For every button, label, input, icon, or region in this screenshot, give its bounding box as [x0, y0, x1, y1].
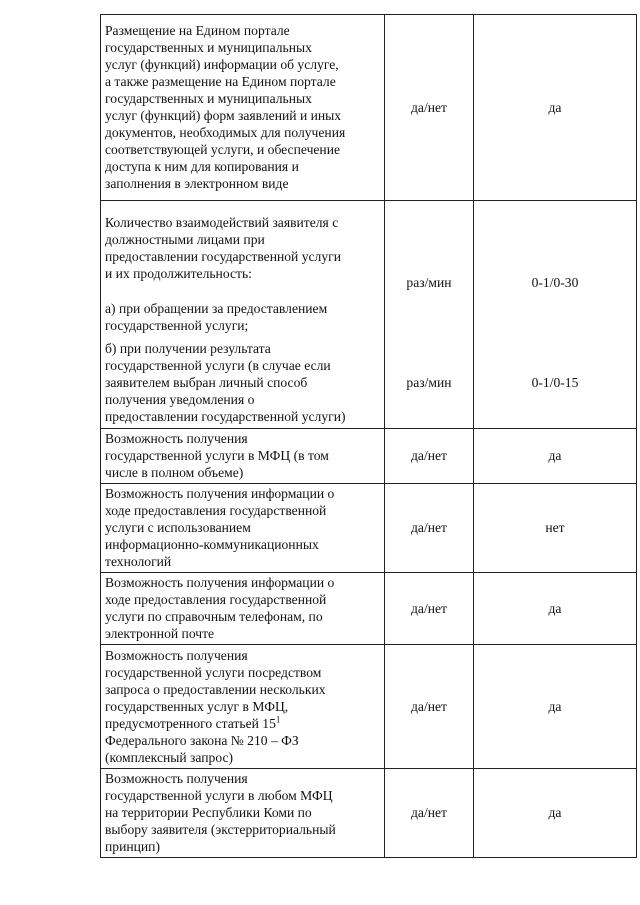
criterion-cell — [101, 15, 385, 201]
table-row — [101, 484, 637, 573]
table-row — [101, 201, 637, 297]
criterion-text: а) при обращении за предоставлением государственной услуги; — [105, 301, 328, 333]
criterion-cell — [101, 429, 385, 484]
footnote-superscript: 1 — [275, 713, 281, 724]
criterion-text: Количество взаимодействий заявителя с должностными лицами при предоставлении государственной услуги и их продолжительность: — [105, 215, 341, 282]
criterion-cell — [101, 484, 385, 573]
indicators-table — [100, 14, 637, 858]
unit-cell — [385, 201, 474, 297]
criterion-cell — [101, 645, 385, 769]
value-cell — [474, 484, 637, 573]
unit-text: да/нет — [411, 805, 447, 820]
table-row — [101, 297, 637, 339]
table-row — [101, 339, 637, 429]
criterion-text — [105, 647, 380, 766]
criterion-cell — [101, 297, 385, 339]
table-row — [101, 15, 637, 201]
unit-cell — [385, 297, 474, 339]
unit-text: да/нет — [411, 698, 447, 714]
unit-cell — [385, 15, 474, 201]
value-cell — [474, 15, 637, 201]
unit-cell — [385, 429, 474, 484]
value-cell — [474, 429, 637, 484]
table-row — [101, 573, 637, 645]
unit-cell — [385, 769, 474, 858]
criterion-cell — [101, 573, 385, 645]
value-cell — [474, 645, 637, 769]
unit-text: раз/мин — [406, 375, 452, 391]
criterion-text-part: Федерального закона № 210 – ФЗ (комплексный запрос) — [105, 732, 299, 765]
criterion-text: Возможность получения информации о ходе предоставления государственной услуги по справочным телефонам, по электронной почте — [105, 575, 335, 641]
criterion-text: Размещение на Едином портале государственных и муниципальных услуг (функций) информации об услуге, а также размещение на Едином портале государственных и муниципальных услуг (функций) форм заявлений и иных документов, необходимых для получения соответствующей услуги, и обеспечение доступа к ним для копирования и заполнения в электронном виде — [105, 23, 346, 191]
value-cell — [474, 769, 637, 858]
table-row — [101, 429, 637, 484]
value-cell — [474, 201, 637, 297]
unit-text: да/нет — [411, 600, 447, 616]
value-cell — [474, 297, 637, 339]
unit-text: да/нет — [411, 448, 447, 463]
value-text: 0-1/0-15 — [531, 375, 579, 391]
criterion-cell — [101, 339, 385, 429]
value-text: да — [548, 448, 562, 463]
criterion-text: Возможность получения информации о ходе предоставления государственной услуги с использованием информационно-коммуникационных технологий — [105, 486, 335, 569]
unit-cell — [385, 339, 474, 429]
value-text: да — [548, 805, 562, 820]
unit-text: да/нет — [411, 520, 447, 535]
criterion-text-part: Возможность получения государственной услуги посредством запроса о предоставлении нескольких государственных услуг в МФЦ, предусмотренного статьей 15 — [105, 647, 326, 731]
value-text: да — [548, 99, 562, 115]
table-row — [101, 645, 637, 769]
value-text: да — [548, 600, 562, 616]
unit-text: раз/мин — [406, 274, 452, 290]
unit-text: да/нет — [411, 99, 447, 115]
criterion-text: Возможность получения государственной услуги в МФЦ (в том числе в полном объеме) — [105, 431, 329, 480]
table-row — [101, 769, 637, 858]
value-cell — [474, 339, 637, 429]
value-text: да — [548, 698, 562, 714]
criterion-text: Возможность получения государственной услуги в любом МФЦ на территории Республики Коми по выбору заявителя (экстерриториальный принцип) — [105, 771, 336, 854]
value-cell — [474, 573, 637, 645]
unit-cell — [385, 484, 474, 573]
value-text: 0-1/0-30 — [531, 274, 579, 290]
unit-cell — [385, 645, 474, 769]
criterion-text: б) при получении результата государственной услуги (в случае если заявителем выбран личный способ получения уведомления о предоставлении государственной услуги) — [105, 341, 346, 425]
criterion-cell — [101, 201, 385, 297]
criterion-cell — [101, 769, 385, 858]
unit-cell — [385, 573, 474, 645]
value-text: нет — [545, 520, 565, 535]
